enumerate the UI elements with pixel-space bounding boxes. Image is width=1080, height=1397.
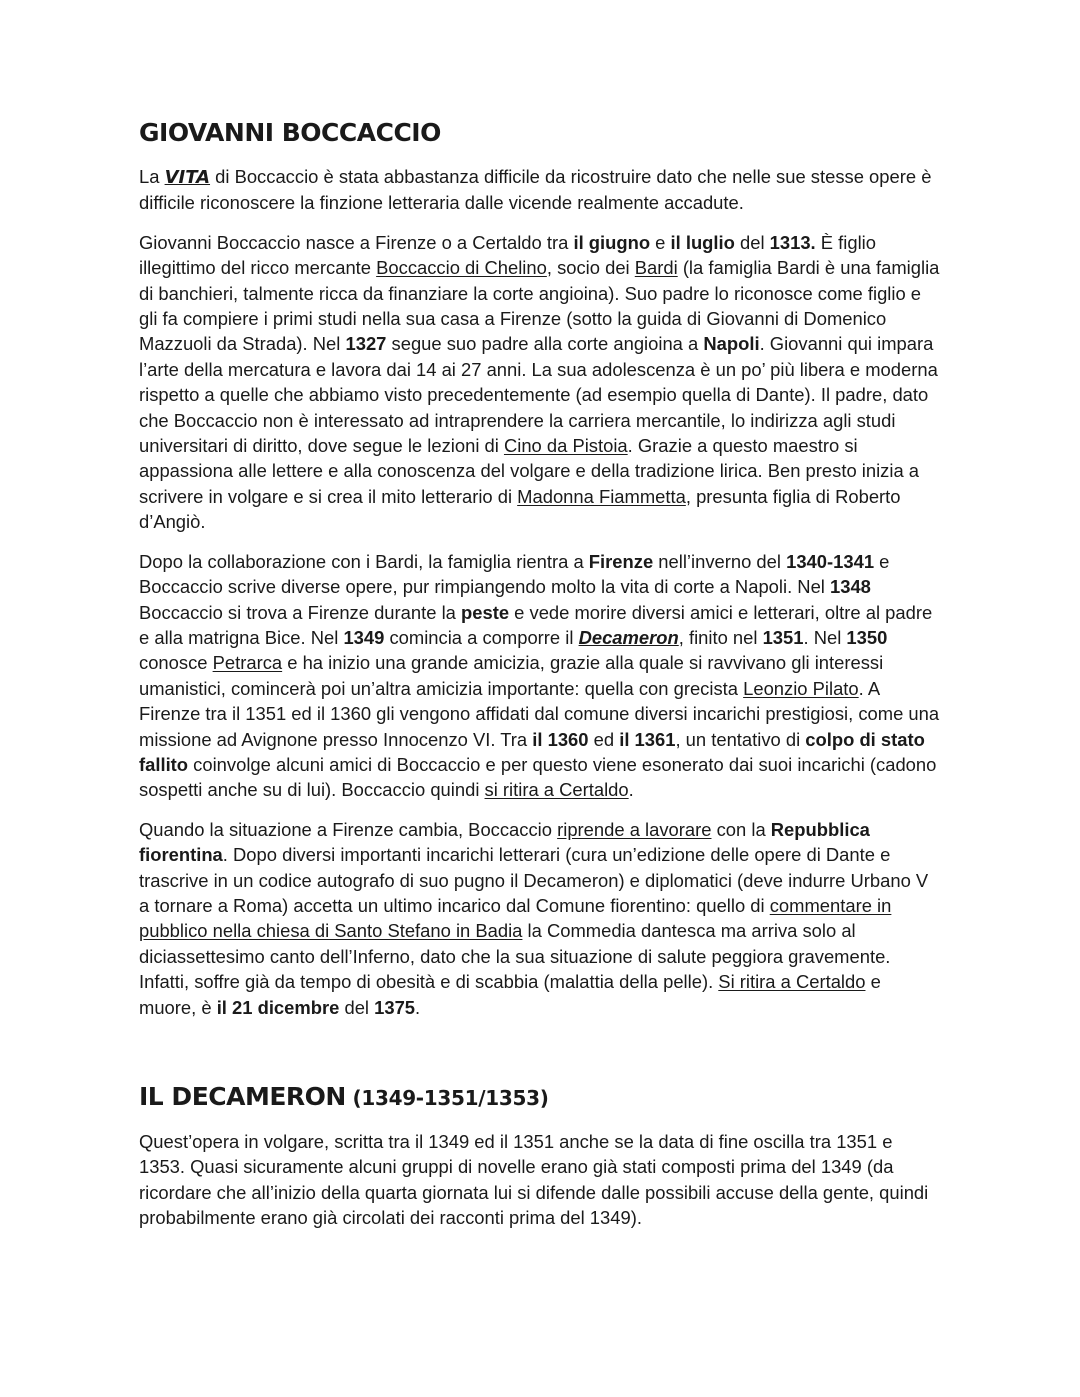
text-run: e <box>650 231 671 253</box>
text-run: e muore, è <box>139 971 881 1018</box>
text-run: nell’inverno del <box>653 550 787 572</box>
text-run: Boccaccio si trova a Firenze durante la <box>139 601 461 623</box>
text-run: comincia a comporre il <box>384 626 579 648</box>
bold-run: il luglio <box>670 231 735 253</box>
text-run: . Grazie a questo maestro si appassiona alle lettere e alla conoscenza del volgare e della tradizione lirica. Ben presto inizia a scrivere in volgare e si crea il mito letterario di <box>139 435 920 507</box>
underlined-run: Leonzio Pilato <box>743 677 859 699</box>
text-run: , presunta figlia di Roberto d’Angiò. <box>139 485 901 533</box>
text-run: , un tentativo di <box>675 728 806 750</box>
underlined-run: riprende a lavorare <box>557 818 712 840</box>
bold-run: il 1360 <box>532 728 589 750</box>
bold-run: Napoli <box>703 333 760 355</box>
text-run: con la <box>711 818 771 840</box>
underlined-run: Madonna Fiammetta <box>517 485 686 507</box>
text-run: , finito nel <box>678 626 763 648</box>
underlined-run: Bardi <box>634 257 678 279</box>
bold-run: 1340-1341 <box>786 550 875 572</box>
bold-run: colpo di stato fallito <box>139 728 925 775</box>
paragraph-decameron-intro: Quest’opera in volgare, scritta tra il 1349 ed il 1351 anche se la data di fine oscilla tra 1351 e 1353. Quasi sicuramente alcuni gruppi di novelle erano già stati composti prima del 1349 (da ricordare che all’inizio della quarta giornata lui si difende dalle possibili accuse della gente, quindi probabilmente erano già circolati dei racconti prima del 1349). <box>139 1131 929 1229</box>
text-run: Quando la situazione a Firenze cambia, Boccaccio <box>139 818 558 840</box>
bold-run: il giugno <box>573 231 651 253</box>
section-title-main: IL DECAMERON <box>139 1082 346 1111</box>
underlined-run: si ritira a Certaldo <box>484 779 629 801</box>
text-run: del <box>734 231 770 253</box>
bold-run: 1375 <box>374 996 416 1018</box>
text-run: . Giovanni qui impara l’arte della mercatura e lavora dai 14 ai 27 anni. La sua adolescenza è un po’ più libera e moderna rispetto a quelle che abbiamo visto precedentemente (ad esempio quella di Dante). Il padre, dato che Boccaccio non è interessato ad intraprendere la carriera mercantile, lo indirizza agli studi universitari di diritto, dove segue le lezioni di <box>139 333 938 457</box>
text-run: di Boccaccio è stata abbastanza difficile da ricostruire dato che nelle sue stesse opere è difficile riconoscere la finzione letteraria dalle vicende realmente accadute. <box>139 166 932 214</box>
bold-run: 1327 <box>345 333 387 355</box>
underlined-run: commentare in pubblico nella chiesa di Santo Stefano in Badia <box>139 894 892 942</box>
section-title-giovanni-boccaccio: GIOVANNI BOCCACCIO <box>139 118 441 147</box>
text-run: segue suo padre alla corte angioina a <box>386 333 704 355</box>
bold-run: il 21 dicembre <box>216 996 340 1018</box>
document-page <box>139 112 941 1245</box>
section-title-dates: (1349-1351/1353) <box>345 1086 549 1110</box>
keyword-decameron: Decameron <box>578 626 679 648</box>
paragraph-vita-intro <box>139 164 941 216</box>
text-run: La <box>139 166 165 187</box>
text-run: . Dopo diversi importanti incarichi letterari (cura un’edizione delle opere di Dante e trascrive in un codice autografo di suo pugno il Decameron) e diplomatici (deve indurre Urbano V a tornare a Roma) accetta un ultimo incarico dal Comune fiorentino: quello di <box>139 844 929 916</box>
paragraph-late-life <box>139 817 941 1020</box>
underlined-run: Boccaccio di Chelino <box>376 257 547 279</box>
paragraph-early-life <box>139 230 941 535</box>
bold-run: Repubblica fiorentina <box>139 818 870 866</box>
bold-run: 1313. <box>769 231 816 253</box>
underlined-run: Si ritira a Certaldo <box>718 971 866 993</box>
text-run: (la famiglia Bardi è una famiglia di banchieri, talmente ricca da finanziare la corte angioina). Suo padre lo riconosce come figlio e gli fa compiere i primi studi nella sua casa a Firenze (sotto la guida di Giovanni di Domenico Mazzuoli da Strada). Nel <box>139 257 940 355</box>
bold-run: 1351 <box>762 626 804 648</box>
underlined-run: Petrarca <box>212 652 283 674</box>
text-run: È figlio illegittimo del ricco mercante <box>139 231 876 279</box>
bold-run: 1349 <box>343 626 385 648</box>
underlined-run: Cino da Pistoia <box>503 435 628 457</box>
bold-run: il 1361 <box>619 728 676 750</box>
bold-run: peste <box>461 601 510 623</box>
text-run: conosce <box>139 652 213 674</box>
bold-run: 1350 <box>846 626 888 648</box>
text-run: . <box>415 996 421 1018</box>
section-title-decameron <box>139 1076 941 1119</box>
text-run: coinvolge alcuni amici di Boccaccio e per questo viene esonerato dai suoi incarichi (cadono sospetti anche su di lui). Boccaccio quindi <box>139 753 937 801</box>
text-run: . A Firenze tra il 1351 ed il 1360 gli vengono affidati dal comune diversi incarichi prestigiosi, come una missione ad Avignone presso Innocenzo VI. Tra <box>139 677 940 750</box>
keyword-vita: VITA <box>164 167 211 188</box>
text-run: e ha inizio una grande amicizia, grazie alla quale si ravvivano gli interessi umanistici, comincerà poi un’altra amicizia importante: quella con grecista <box>139 652 884 699</box>
text-run: la Commedia dantesca ma arriva solo al diciassettesimo canto dell’Inferno, dato che la sua situazione di salute peggiora gravemente. Infatti, soffre già da tempo di obesità e di scabbia (malattia della pelle). <box>139 920 891 993</box>
text-run: Dopo la collaborazione con i Bardi, la famiglia rientra a <box>139 550 589 572</box>
text-run: , socio dei <box>546 257 635 279</box>
text-run: del <box>339 996 375 1018</box>
bold-run: Firenze <box>588 550 654 572</box>
paragraph-florence-years <box>139 549 941 803</box>
text-run: e Boccaccio scrive diverse opere, pur rimpiangendo molto la vita di corte a Napoli. Nel <box>139 550 890 598</box>
text-run: Giovanni Boccaccio nasce a Firenze o a Certaldo tra <box>139 231 574 253</box>
text-run: e vede morire diversi amici e letterari, oltre al padre e alla matrigna Bice. Nel <box>139 601 933 648</box>
bold-run: 1348 <box>830 576 871 598</box>
text-run: . <box>628 779 634 801</box>
text-run: . Nel <box>803 626 847 648</box>
text-run: ed <box>588 728 620 750</box>
